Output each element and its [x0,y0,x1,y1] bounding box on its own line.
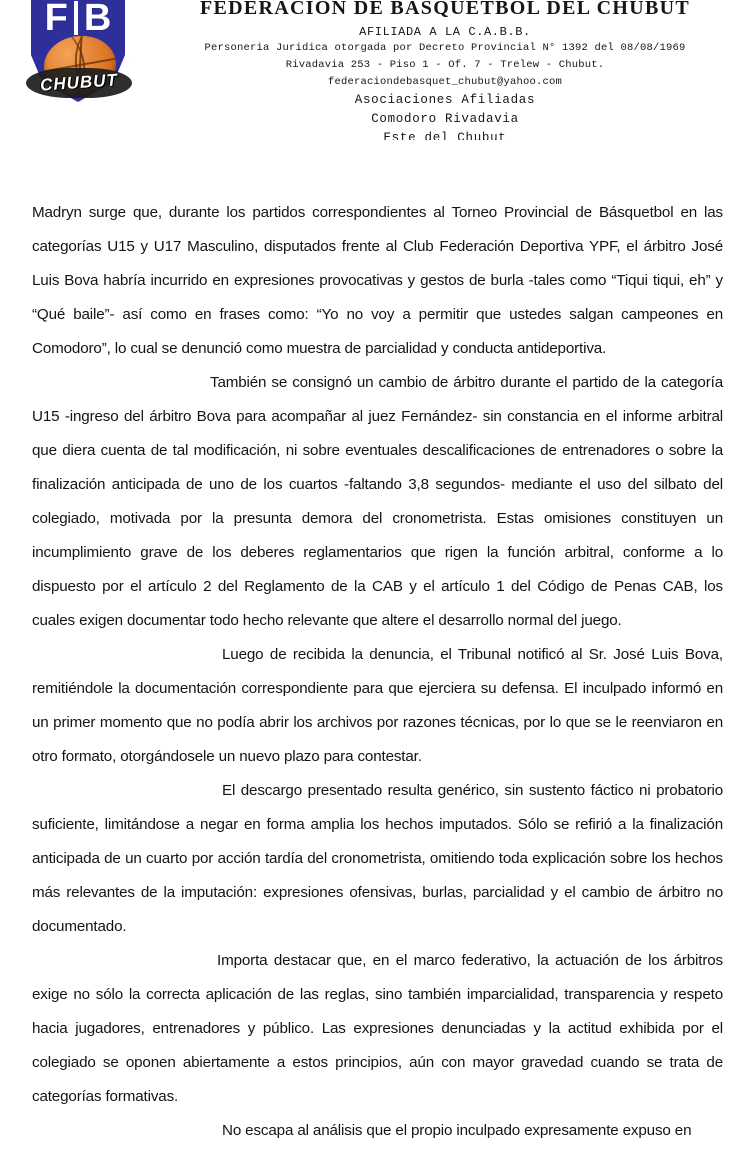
associations-label: Asociaciones Afiliadas [354,93,536,107]
legal-personhood-line: Personeria Juridica otorgada por Decreto Provincial N° 1392 del 08/08/1969 [204,42,686,54]
logo-divider-bar [74,1,78,35]
paragraph-5: Importa destacar que, en el marco federativo, la actuación de los árbitros exige no sólo la correcta aplicación de las reglas, sino también imparcialidad, transparencia y respeto hacia jugadores, entrenadores y público. Las expresiones denunciadas y la actitud exhibida por el colegiado se oponen abiertamente a estos principios, aún con mayor gravedad cuando se trata de categorías formativas. [32,952,723,1105]
paragraph-2: También se consignó un cambio de árbitro durante el partido de la categoría U15 -ingreso del árbitro Bova para acompañar al juez Fernández- sin constancia en el informe arbitral que diera cuenta de tal modificación, ni sobre eventuales descalificaciones de entrenadores o sobre la finalización anticipada de uno de los cuartos -faltando 3,8 segundos- mediante el uso del silbato del colegiado, motivada por la presunta demora del cronometrista. Estas omisiones constituyen un incumplimiento grave de los deberes reglamentarios que rigen la función arbitral, conforme a lo dispuesto por el artículo 2 del Reglamento de la CAB y el artículo 1 del Código de Penas CAB, los cuales exigen documentar todo hecho relevante que altere el desarrollo normal del juego. [32,374,723,629]
letterhead-text [140,0,750,140]
logo-wordmark: CHUBUT [39,70,119,95]
logo-initial-b: B [83,0,112,39]
affiliation-line: AFILIADA A LA C.A.B.B. [359,25,531,39]
paragraph-1: Madryn surge que, durante los partidos correspondientes al Torneo Provincial de Básquetbol en las categorías U15 y U17 Masculino, disputados frente al Club Federación Deportiva YPF, el árbitro José Luis Bova habría incurrido en expresiones provocativas y gestos de burla -tales como “Tiqui tiqui, eh” y “Qué baile”- así como en frases como: “Yo no voy a permitir que ustedes salgan campeones en Comodoro”, lo cual se denunció como muestra de parcialidad y conducta antideportiva. [32,204,723,357]
email-line: federaciondebasquet_chubut@yahoo.com [327,76,563,88]
address-line: Rivadavia 253 - Piso 1 - Of. 7 - Trelew - Chubut. [285,59,605,71]
association-este-del-chubut: Este del Chubut [383,131,507,140]
paragraph-4: El descargo presentado resulta genérico, sin sustento fáctico ni probatorio suficiente, limitándose a negar en forma amplia los hechos imputados. Sólo se refirió a la finalización anticipada de un cuarto por acción tardía del cronometrista, omitiendo toda explicación sobre los hechos más relevantes de la imputación: expresiones ofensivas, burlas, parcialidad y el cambio de árbitro no documentado. [32,782,723,935]
association-comodoro-rivadavia: Comodoro Rivadavia [371,112,519,126]
paragraph-3: Luego de recibida la denuncia, el Tribunal notificó al Sr. José Luis Bova, remitiéndole la documentación correspondiente para que ejerciera su defensa. El inculpado informó en un primer momento que no podía abrir los archivos por razones técnicas, por lo que se le reenviaron en otro formato, otorgándosele un nuevo plazo para contestar. [32,646,723,765]
document-body [32,196,723,1148]
logo-initial-f: F [44,0,68,39]
letterhead [0,0,750,140]
federation-logo [18,0,140,140]
federation-title: FEDERACION DE BASQUETBOL DEL CHUBUT [199,0,691,19]
paragraph-6: No escapa al análisis que el propio inculpado expresamente expuso en [222,1122,692,1139]
